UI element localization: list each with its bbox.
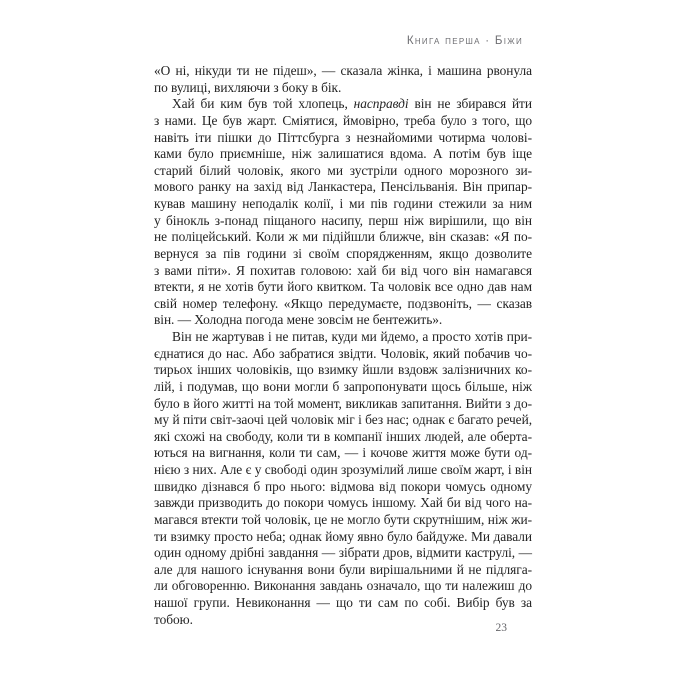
text-line: у бінокль з-понад піщаного насипу, перш ніж вирішили, що він bbox=[154, 212, 532, 228]
text-line: тирьох інших чоловіків, що взимку йшли вздовж залізничних ко- bbox=[154, 362, 532, 378]
running-head: Книга перша · Біжи bbox=[406, 35, 523, 47]
text-line: нією з них. Але є у свободі один зрозумілий лише своїм жарт, і він bbox=[154, 462, 532, 477]
text-line: втекти, я не хотів бути його квитком. Та чоловік все одно дав нам bbox=[154, 279, 532, 295]
text-line: навіть іти пішки до Піттсбурга з незнайомими чотирма чолові- bbox=[154, 129, 532, 145]
text-line: магався втекти той чоловік, це не могло бути скрутнішим, ніж жи- bbox=[154, 511, 532, 527]
paragraph-3 bbox=[154, 329, 532, 628]
text-line: «О ні, нікуди ти не підеш», — сказала жінка, і машина рвонула bbox=[154, 63, 532, 78]
text-line: свій номер телефону. «Якщо передумаєте, подзвоніть, — сказав bbox=[154, 295, 532, 311]
text-line: лій, і подумав, що вони могли б запропонувати щось більше, ніж bbox=[154, 378, 532, 394]
text-line: нашої групи. Невиконання — що ти сам по собі. Вибір був за тобою. bbox=[154, 595, 532, 627]
text-line: але для нашого існування вони були вирішальними й не підляга- bbox=[154, 561, 532, 577]
text-line: ли обговоренню. Виконання завдань означало, що ти належиш до bbox=[154, 578, 532, 594]
text-line: по вулиці, вихляючи з боку в бік. bbox=[154, 79, 342, 95]
text-line: ються на вигнання, коли ти сам, — і кочове життя може бути од- bbox=[154, 445, 532, 461]
paragraph-2 bbox=[154, 96, 532, 329]
text-line: які схожі на свободу, коли ти в компанії інших людей, але оберта- bbox=[154, 428, 532, 444]
page-number: 23 bbox=[495, 622, 507, 634]
text-line: старий білий чоловік, якого ми зустріли одного морозного зи- bbox=[154, 162, 532, 178]
text-line: Він не жартував і не питав, куди ми йдемо, а просто хотів при- bbox=[172, 329, 532, 344]
text-line: кував машину неподалік колії, і ми пів години стежили за ним bbox=[154, 196, 532, 211]
text-line: не поліцейський. Коли ж ми підійшли ближче, він сказав: «Я по- bbox=[154, 229, 532, 245]
text-line: ти взимку просто неба; однак йому явно було байдуже. Ми давали bbox=[154, 528, 532, 544]
text-line: з вами піти». Я похитав головою: хай би від чого він намагався bbox=[154, 262, 532, 278]
body-text bbox=[154, 63, 532, 628]
text-line: ками було приємніше, ніж залишатися вдома. А потім був іще bbox=[154, 146, 532, 162]
text-line: один одному дрібні завдання — зібрати дров, відмити каструлі, — bbox=[154, 545, 532, 561]
text-line: було в його житті на той момент, викликав запитання. Вийти з до- bbox=[154, 395, 532, 411]
text-line: му й піти світ-заочі цей чоловік міг і без нас; однак є багато речей, bbox=[154, 412, 532, 428]
text-line: з нами. Це був жарт. Сміятися, ймовірно, треба було з того, що bbox=[154, 112, 532, 128]
text-line: мового ранку на захід від Ланкастера, Пенсільванія. Він припар- bbox=[154, 179, 532, 195]
paragraph-1 bbox=[154, 63, 532, 96]
text-line: Хай би ким був той хлопець, насправді він не збирався йти bbox=[172, 96, 532, 112]
text-line: вернуся за пів години зі своїм спорядженням, якщо дозволите bbox=[154, 245, 532, 261]
text-line: він. — Холодна погода мене зовсім не бентежить». bbox=[154, 312, 443, 328]
text-line: завжди призводить до покори чомусь іншому. Хай би від чого на- bbox=[154, 495, 532, 511]
text-line: єднатися до нас. Або забратися звідти. Чоловік, який побачив чо- bbox=[154, 345, 532, 361]
text-line: швидко дізнався б про нього: відмова від покори чомусь одному bbox=[154, 478, 532, 494]
